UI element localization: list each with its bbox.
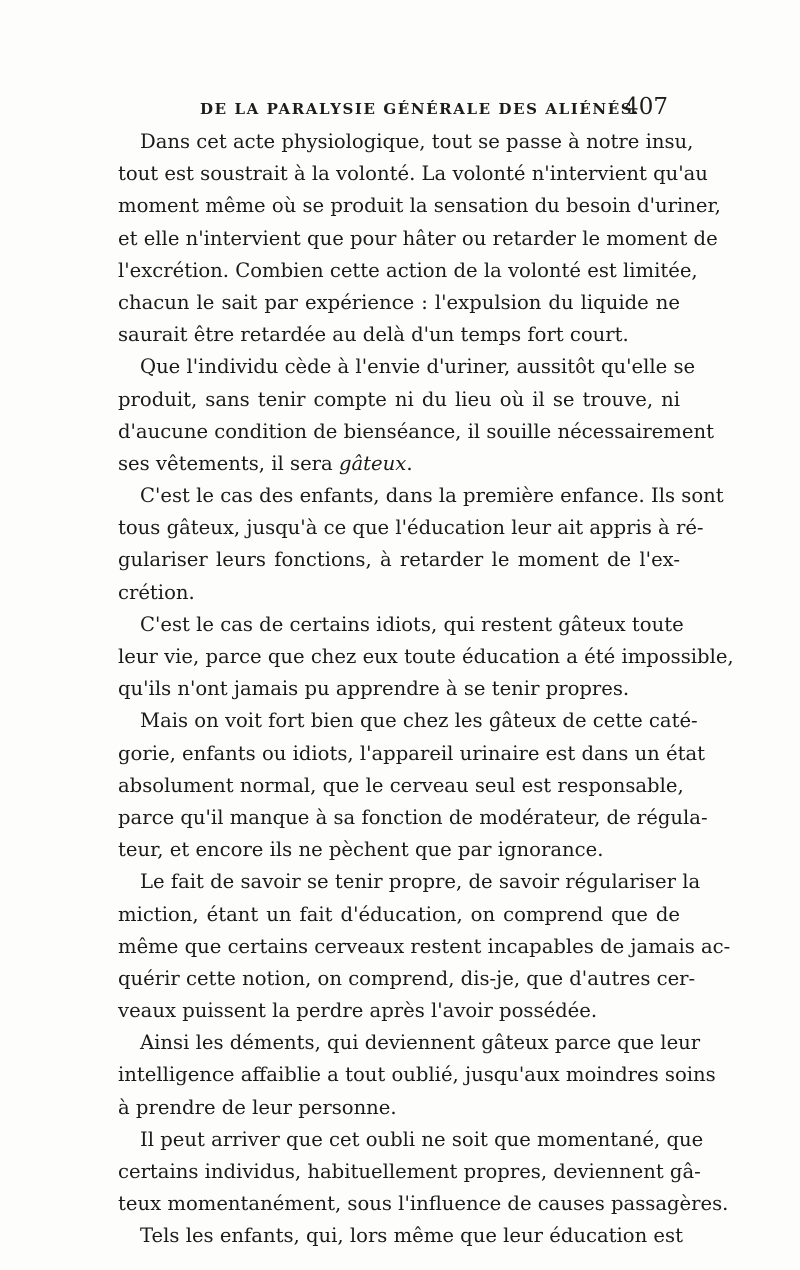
text-line-content: Le fait de savoir se tenir propre, de savoir régulariser la — [140, 870, 701, 894]
text-line-content: produit, sans tenir compte ni du lieu où il se trouve, ni — [118, 387, 680, 411]
text-line — [118, 223, 718, 255]
text-line — [118, 1188, 729, 1220]
text-line — [118, 641, 734, 673]
text-line-content: absolument normal, que le cerveau seul est responsable, — [118, 773, 684, 797]
text-line-content: même que certains cerveaux restent incapables de jamais ac- — [118, 934, 731, 958]
text-line-content: gulariser leurs fonctions, à retarder le moment de l'ex- — [118, 548, 680, 572]
text-line — [118, 609, 684, 641]
text-line — [118, 673, 680, 705]
text-line — [118, 544, 680, 576]
text-line-content: Ainsi les déments, qui deviennent gâteux parce que leur — [140, 1031, 701, 1055]
text-line — [118, 351, 696, 383]
text-line-content: l'excrétion. Combien cette action de la volonté est limitée, — [118, 258, 698, 282]
text-line-content: et elle n'intervient que pour hâter ou retarder le moment de — [118, 226, 718, 250]
text-line — [118, 738, 706, 770]
text-line — [118, 1092, 680, 1124]
text-line — [118, 1059, 716, 1091]
text-line — [118, 1156, 701, 1188]
text-line-content: moment même où se produit la sensation du besoin d'uriner, — [118, 194, 721, 218]
running-title: DE LA PARALYSIE GÉNÉRALE DES ALIÉNÉS. — [200, 100, 640, 118]
text-line-content: chacun le sait par expérience : l'expulsion du liquide ne — [118, 290, 680, 314]
text-line-content: veaux puissent la perdre après l'avoir possédée. — [118, 999, 598, 1023]
text-line-content: miction, étant un fait d'éducation, on comprend que de — [118, 902, 680, 926]
text-line — [118, 1220, 683, 1252]
text-line — [118, 512, 704, 544]
text-line-content: intelligence affaiblie a tout oublié, jusqu'aux moindres soins — [118, 1063, 716, 1087]
text-line-content: C'est le cas de certains idiots, qui restent gâteux toute — [140, 612, 684, 636]
text-line-content: d'aucune condition de bienséance, il souille nécessairement — [118, 419, 714, 443]
text-line — [118, 963, 696, 995]
text-line-content: tout est soustrait à la volonté. La volonté n'intervient qu'au — [118, 162, 708, 186]
text-line-content: C'est le cas des enfants, dans la première enfance. Ils sont — [140, 484, 724, 508]
text-line-content: crétion. — [118, 580, 195, 604]
text-line-content: Tels les enfants, qui, lors même que leur éducation est — [140, 1224, 683, 1248]
text-line — [118, 834, 680, 866]
text-line-content: tous gâteux, jusqu'à ce que l'éducation leur ait appris à ré- — [118, 516, 704, 540]
text-line — [118, 931, 731, 963]
text-line — [118, 1027, 701, 1059]
text-line — [118, 158, 708, 190]
text-line — [118, 319, 680, 351]
text-line — [118, 770, 684, 802]
text-line-content: leur vie, parce que chez eux toute éducation a été impossible, — [118, 645, 734, 668]
text-line-content: ses vêtements, il sera — [118, 451, 339, 475]
text-line — [118, 416, 714, 448]
text-line-content: certains individus, habituellement propres, deviennent gâ- — [118, 1160, 701, 1183]
trailing-punctuation: . — [406, 451, 413, 475]
text-line — [118, 577, 680, 609]
text-line — [118, 705, 698, 737]
page-header — [200, 94, 668, 124]
text-line-content: teur, et encore ils ne pèchent que par ignorance. — [118, 838, 604, 862]
text-line-content: Mais on voit fort bien que chez les gâteux de cette caté- — [140, 709, 698, 733]
text-line-content: Il peut arriver que cet oubli ne soit que momentané, que — [140, 1127, 704, 1151]
text-line-content: qu'ils n'ont jamais pu apprendre à se tenir propres. — [118, 677, 630, 701]
page-number: 407 — [624, 94, 668, 120]
text-line-content: saurait être retardée au delà d'un temps fort court. — [118, 323, 629, 347]
italic-term: gâteux — [338, 451, 407, 475]
text-line-content: Que l'individu cède à l'envie d'uriner, aussitôt qu'elle se — [140, 355, 696, 379]
text-line — [118, 802, 708, 834]
text-line — [118, 480, 724, 512]
text-line — [118, 866, 701, 898]
text-line — [118, 190, 721, 222]
text-line — [118, 287, 680, 319]
text-line — [118, 255, 698, 287]
text-line-content: teux momentanément, sous l'influence de causes passagères. — [118, 1192, 729, 1216]
text-line-content: à prendre de leur personne. — [118, 1095, 397, 1119]
text-line — [118, 995, 680, 1027]
body-text — [118, 126, 734, 1253]
text-line — [118, 126, 694, 158]
text-line — [118, 1124, 704, 1156]
text-line-content: parce qu'il manque à sa fonction de modérateur, de régula- — [118, 805, 708, 829]
text-line-content: Dans cet acte physiologique, tout se passe à notre insu, — [140, 130, 694, 153]
text-line — [118, 384, 680, 416]
text-line-content: gorie, enfants ou idiots, l'appareil urinaire est dans un état — [118, 741, 706, 765]
text-line — [118, 899, 680, 931]
text-line-content: quérir cette notion, on comprend, dis-je, que d'autres cer- — [118, 966, 696, 990]
text-line — [118, 448, 680, 480]
